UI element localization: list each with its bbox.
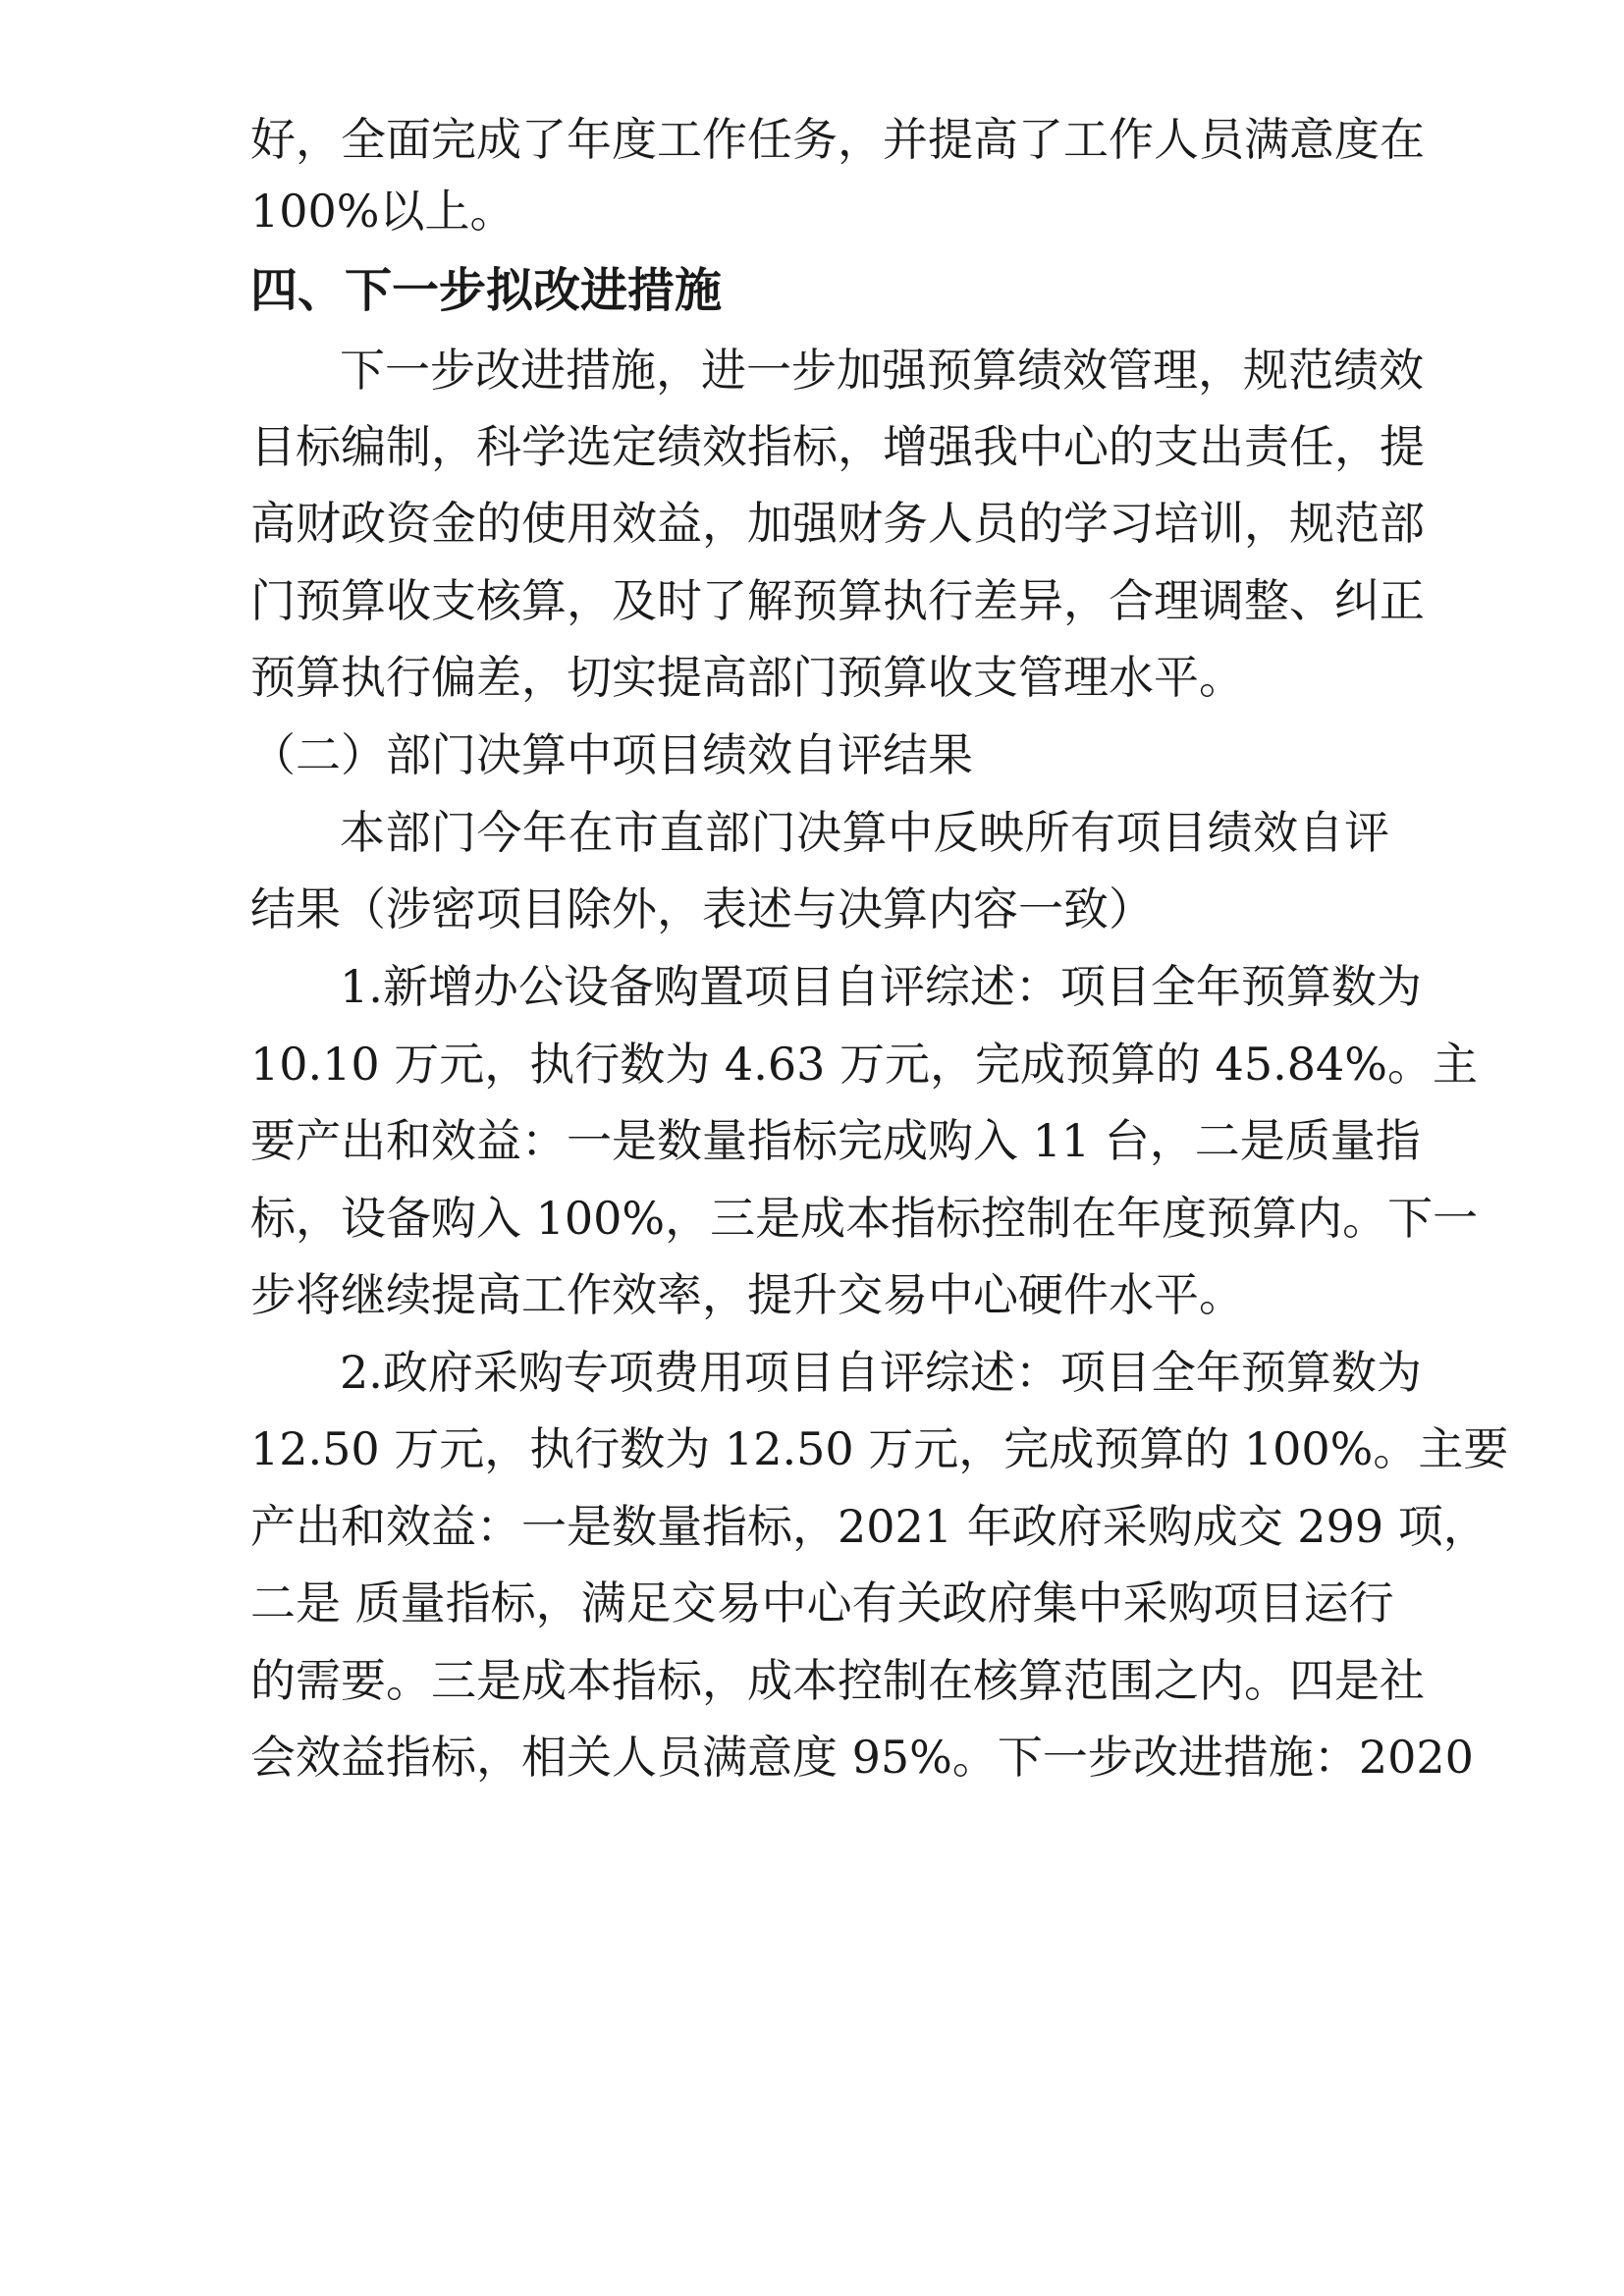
paragraph-line: 结果（涉密项目除外，表述与决算内容一致） [250, 882, 1154, 935]
paragraph-line: 高财政资金的使用效益，加强财务人员的学习培训，规范部 [250, 497, 1425, 550]
paragraph-line: 步将继续提高工作效率，提升交易中心硬件水平。 [250, 1268, 1244, 1321]
paragraph-line: 的需要。三是成本指标，成本控制在核算范围之内。四是社 [250, 1654, 1425, 1707]
paragraph-line: 好，全面完成了年度工作任务，并提高了工作人员满意度在 [250, 113, 1425, 166]
paragraph-line: 产出和效益：一是数量指标，2021 年政府采购成交 299 项， [250, 1500, 1489, 1553]
paragraph-line: 12.50 万元，执行数为 12.50 万元，完成预算的 100%。主要 [250, 1422, 1509, 1475]
paragraph-line: 目标编制，科学选定绩效指标，增强我中心的支出责任，提 [250, 420, 1425, 473]
paragraph-line: 会效益指标，相关人员满意度 95%。下一步改进措施：2020 [250, 1731, 1474, 1784]
paragraph-line: 本部门今年在市直部门决算中反映所有项目绩效自评 [340, 806, 1389, 859]
paragraph-line: 要产出和效益：一是数量指标完成购入 11 台，二是质量指 [250, 1114, 1421, 1167]
paragraph-line: 预算执行偏差，切实提高部门预算收支管理水平。 [250, 651, 1244, 704]
subsection-heading: （二）部门决算中项目绩效自评结果 [250, 728, 973, 781]
paragraph-line: 2.政府采购专项费用项目自评综述：项目全年预算数为 [340, 1346, 1422, 1399]
paragraph-line: 10.10 万元，执行数为 4.63 万元，完成预算的 45.84%。主 [250, 1038, 1478, 1091]
paragraph-line: 标，设备购入 100%，三是成本指标控制在年度预算内。下一 [250, 1192, 1479, 1245]
paragraph-line: 二是 质量指标，满足交易中心有关政府集中采购项目运行 [250, 1576, 1394, 1629]
paragraph-line: 门预算收支核算，及时了解预算执行差异，合理调整、纠正 [250, 574, 1425, 627]
section-heading: 四、下一步拟改进措施 [250, 263, 723, 318]
paragraph-line: 下一步改进措施，进一步加强预算绩效管理，规范绩效 [340, 344, 1424, 397]
paragraph-line: 100%以上。 [250, 185, 515, 238]
paragraph-line: 1.新增办公设备购置项目自评综述：项目全年预算数为 [340, 960, 1422, 1013]
